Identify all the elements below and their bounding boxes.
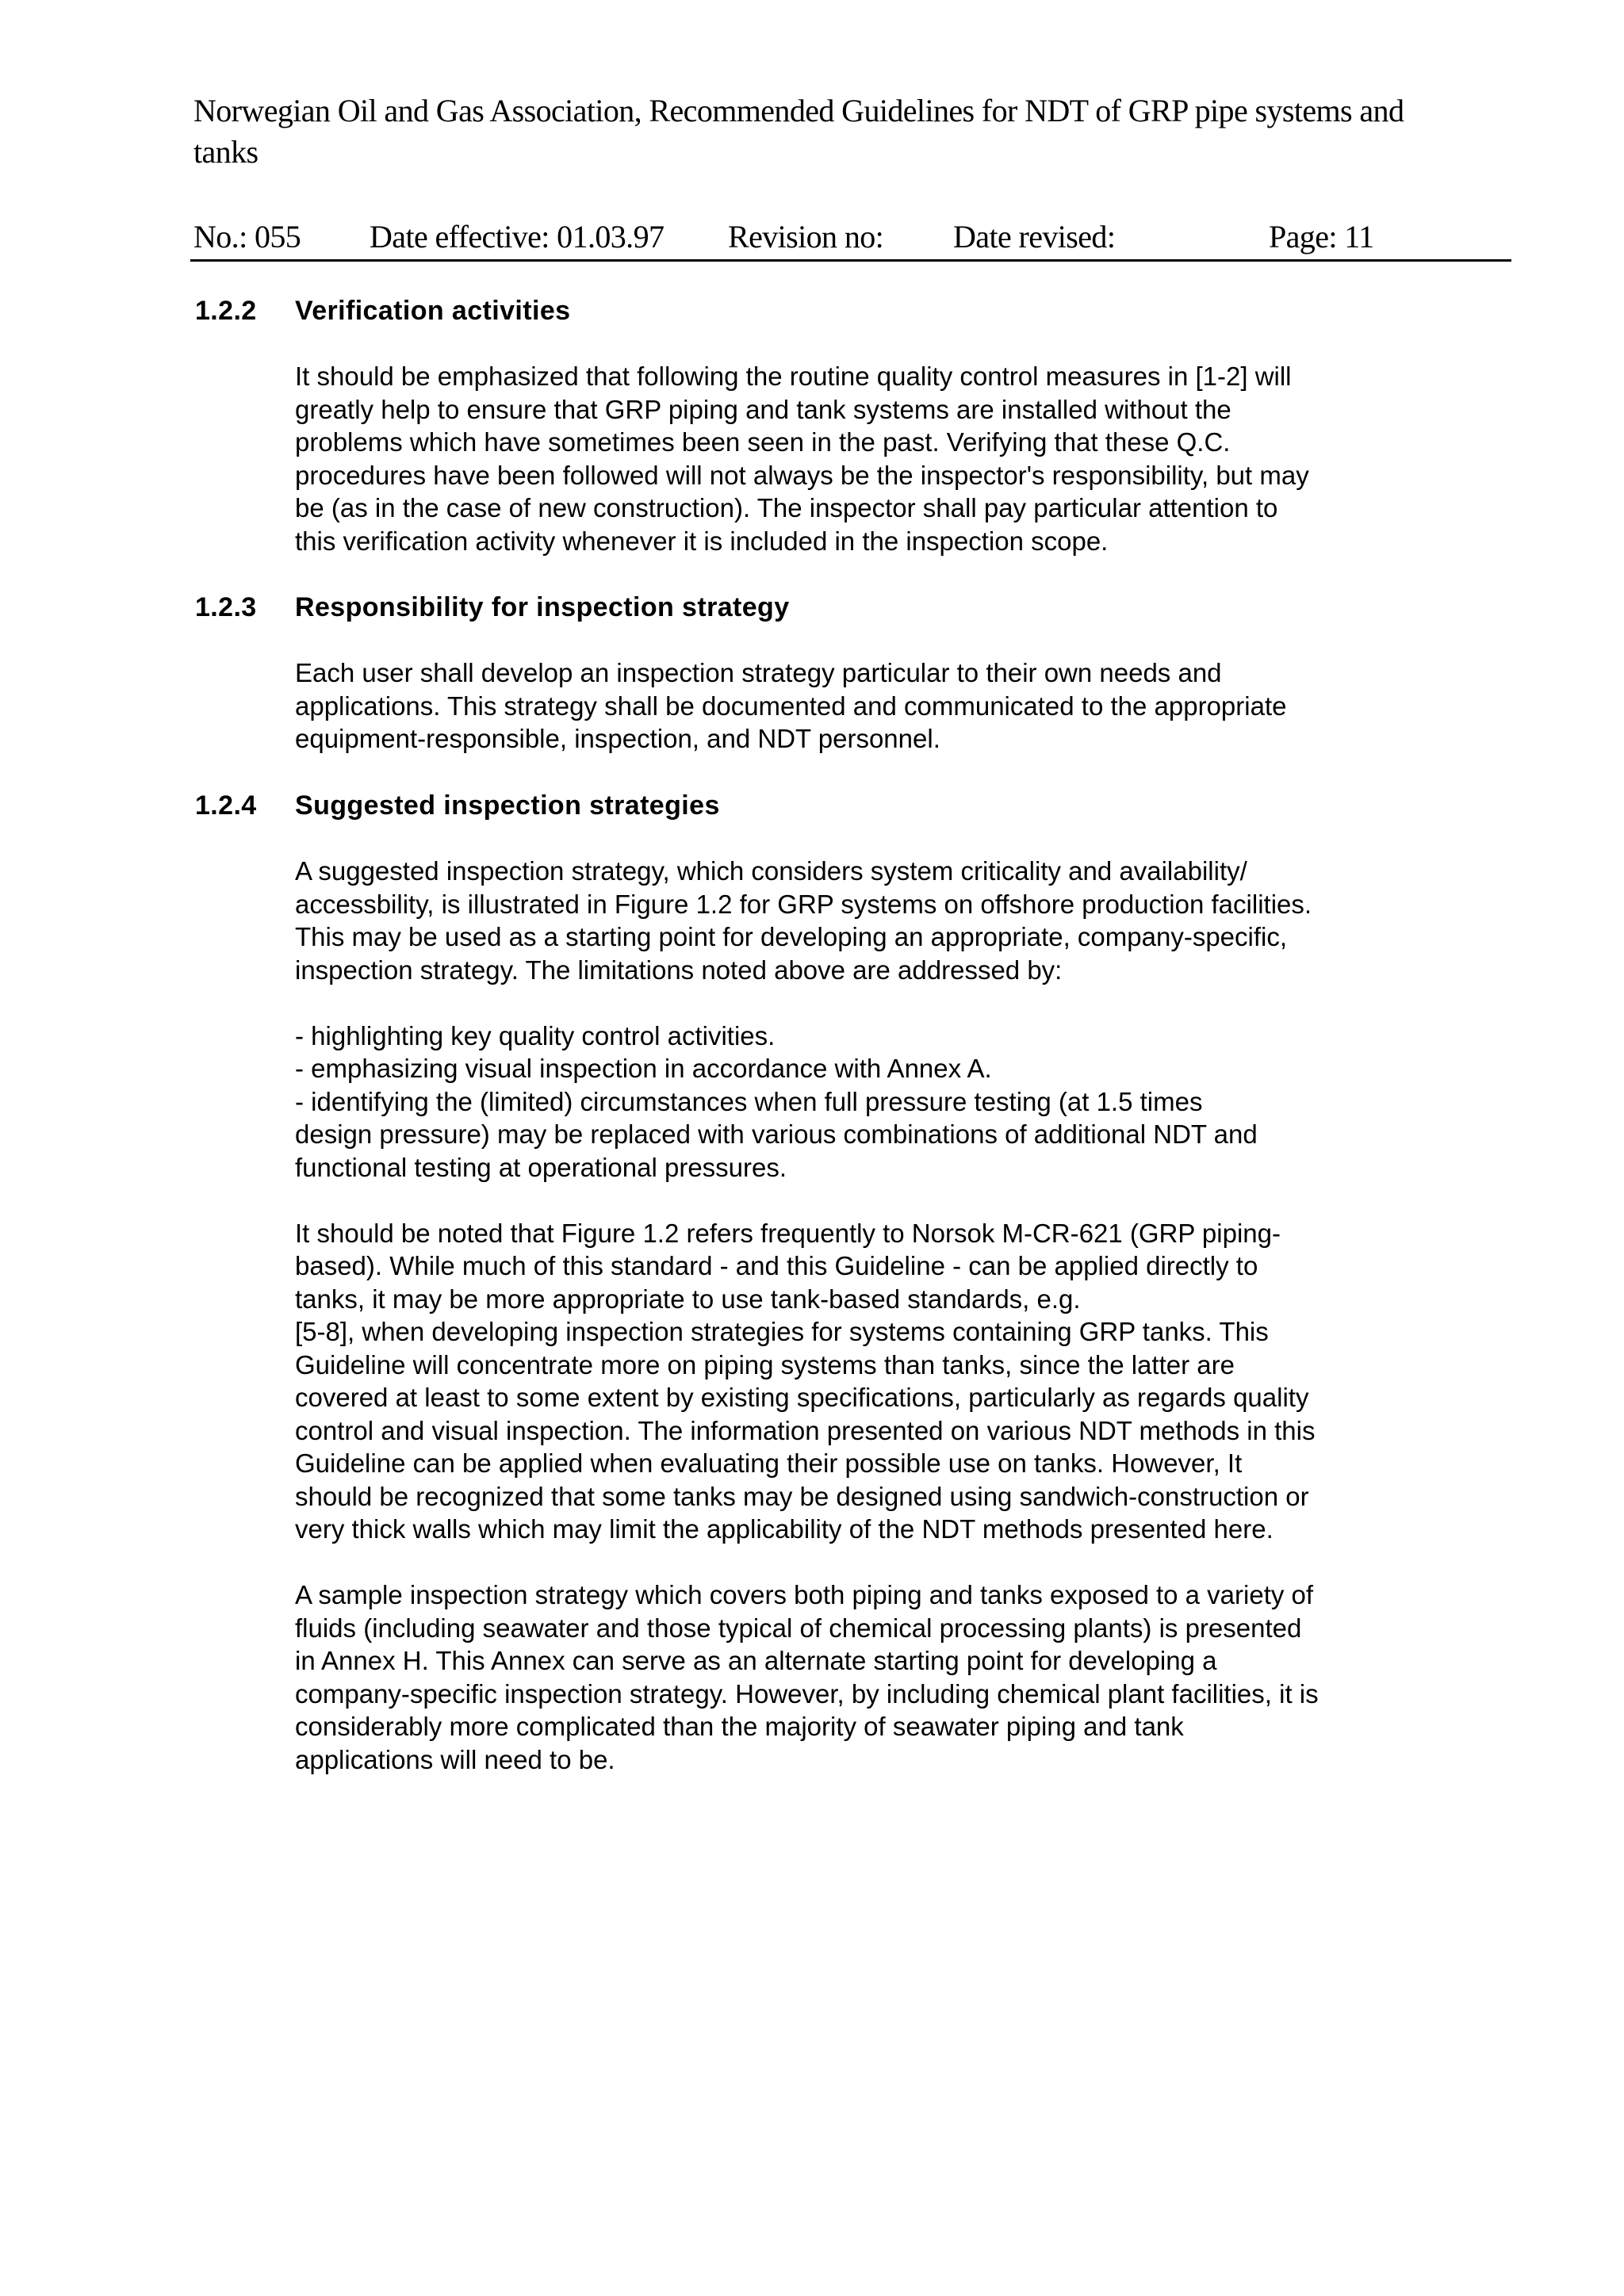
text-line: based). While much of this standard - and this Guideline - can be applied directly to bbox=[295, 1251, 1258, 1280]
paragraph-gap bbox=[295, 986, 1532, 1020]
text-line: applications will need to be. bbox=[295, 1744, 615, 1774]
text-line: company-specific inspection strategy. However, by including chemical plant facilities, it is bbox=[295, 1678, 1319, 1709]
text-line: equipment-responsible, inspection, and NDT personnel. bbox=[295, 724, 940, 753]
header-title bbox=[193, 90, 1494, 173]
text-line: Each user shall develop an inspection strategy particular to their own needs and bbox=[295, 658, 1222, 687]
header-divider bbox=[190, 259, 1511, 262]
text-line: design pressure) may be replaced with various combinations of additional NDT and bbox=[295, 1119, 1258, 1149]
section-number: 1.2.3 bbox=[195, 592, 257, 622]
section-body bbox=[295, 360, 1532, 557]
section-number: 1.2.2 bbox=[195, 296, 257, 326]
text-line: A sample inspection strategy which covers both piping and tanks exposed to a variety of bbox=[295, 1580, 1314, 1609]
text-line: covered at least to some extent by existing specifications, particularly as regards quality bbox=[295, 1383, 1309, 1412]
text-line: It should be noted that Figure 1.2 refers frequently to Norsok M-CR-621 (GRP piping- bbox=[295, 1218, 1281, 1248]
text-line: - highlighting key quality control activities. bbox=[295, 1020, 776, 1050]
text-line: considerably more complicated than the majority of seawater piping and tank bbox=[295, 1712, 1184, 1741]
section-heading: Verification activities bbox=[295, 296, 571, 326]
text-line: applications. This strategy shall be documented and communicated to the appropriate bbox=[295, 691, 1287, 721]
revision-number: Revision no: bbox=[728, 219, 884, 254]
page-number: Page: 11 bbox=[1269, 219, 1374, 254]
section-body bbox=[295, 656, 1532, 756]
paragraph-gap bbox=[295, 1546, 1532, 1579]
text-line: tanks, it may be more appropriate to use tank-based standards, e.g. bbox=[295, 1284, 1081, 1314]
section-body bbox=[295, 855, 1532, 1776]
doc-number: No.: 055 bbox=[193, 219, 301, 254]
text-line: this verification activity whenever it is included in the inspection scope. bbox=[295, 526, 1109, 556]
text-line: Guideline can be applied when evaluating their possible use on tanks. However, It bbox=[295, 1448, 1243, 1478]
text-line: should be recognized that some tanks may be designed using sandwich-construction or bbox=[295, 1481, 1309, 1511]
section-heading: Suggested inspection strategies bbox=[295, 790, 720, 821]
date-effective: Date effective: 01.03.97 bbox=[370, 219, 665, 254]
text-line: procedures have been followed will not always be the inspector's responsibility, but may bbox=[295, 460, 1309, 490]
text-line: - emphasizing visual inspection in accordance with Annex A. bbox=[295, 1054, 992, 1083]
header-meta-row bbox=[0, 216, 1624, 258]
section-number: 1.2.4 bbox=[195, 790, 257, 821]
text-line: - identifying the (limited) circumstances when full pressure testing (at 1.5 times bbox=[295, 1086, 1203, 1116]
text-line: in Annex H. This Annex can serve as an alternate starting point for developing a bbox=[295, 1646, 1217, 1675]
paragraph-gap bbox=[295, 1184, 1532, 1217]
header-title-line-1: Norwegian Oil and Gas Association, Recommended Guidelines for NDT of GRP pipe systems and bbox=[193, 93, 1404, 128]
section-heading: Responsibility for inspection strategy bbox=[295, 592, 790, 622]
text-line: fluids (including seawater and those typical of chemical processing plants) is presented bbox=[295, 1613, 1302, 1643]
text-line: functional testing at operational pressures. bbox=[295, 1152, 787, 1182]
text-line: inspection strategy. The limitations noted above are addressed by: bbox=[295, 955, 1063, 985]
text-line: This may be used as a starting point for developing an appropriate, company-specific, bbox=[295, 922, 1288, 951]
header-title-line-2: tanks bbox=[193, 134, 259, 170]
text-line: very thick walls which may limit the applicability of the NDT methods presented here. bbox=[295, 1514, 1274, 1544]
text-line: accessbility, is illustrated in Figure 1.2 for GRP systems on offshore production facilities. bbox=[295, 889, 1312, 919]
text-line: [5-8], when developing inspection strategies for systems containing GRP tanks. This bbox=[295, 1317, 1269, 1346]
text-line: It should be emphasized that following the routine quality control measures in [1-2] will bbox=[295, 362, 1292, 391]
text-line: Guideline will concentrate more on piping systems than tanks, since the latter are bbox=[295, 1349, 1235, 1380]
text-line: A suggested inspection strategy, which considers system criticality and availability/ bbox=[295, 856, 1247, 886]
text-line: control and visual inspection. The information presented on various NDT methods in this bbox=[295, 1415, 1316, 1445]
text-line: be (as in the case of new construction). The inspector shall pay particular attention to bbox=[295, 493, 1278, 522]
date-revised: Date revised: bbox=[953, 219, 1116, 254]
text-line: greatly help to ensure that GRP piping and tank systems are installed without the bbox=[295, 394, 1231, 424]
text-line: problems which have sometimes been seen in the past. Verifying that these Q.C. bbox=[295, 427, 1231, 457]
